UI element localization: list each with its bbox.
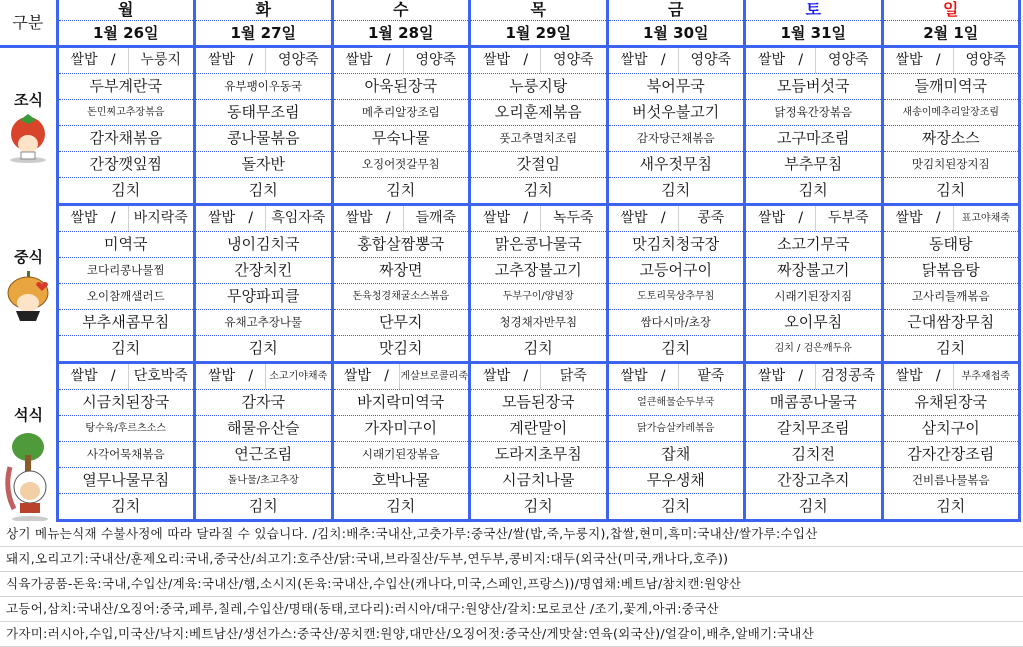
rice-porridge-cell xyxy=(745,205,883,232)
rice-label: 쌀밥 / xyxy=(196,364,266,389)
date: 1월 26일 xyxy=(57,21,195,47)
menu-item: 동태무조림 xyxy=(195,100,333,126)
menu-item: 도라지초무침 xyxy=(470,442,608,468)
tomato-mascot-icon xyxy=(4,114,52,172)
rice-label: 쌀밥 / xyxy=(471,206,541,231)
menu-item: 계란말이 xyxy=(470,416,608,442)
rice-porridge-cell xyxy=(882,205,1020,232)
rice-label: 쌀밥 / xyxy=(59,48,129,73)
menu-item: 김치 / 검은깨두유 xyxy=(745,336,883,363)
menu-item: 짜장면 xyxy=(332,258,470,284)
menu-item: 김치전 xyxy=(745,442,883,468)
menu-item: 간장고추지 xyxy=(745,468,883,494)
menu-item: 잡채 xyxy=(607,442,745,468)
menu-item: 청경채자반무침 xyxy=(470,310,608,336)
menu-item: 호박나물 xyxy=(332,468,470,494)
menu-item: 감자채볶음 xyxy=(57,126,195,152)
menu-item: 버섯우불고기 xyxy=(607,100,745,126)
menu-item: 건비름나물볶음 xyxy=(882,468,1020,494)
rice-label: 쌀밥 / xyxy=(609,48,679,73)
menu-row xyxy=(0,74,1020,100)
menu-item: 맛김치 xyxy=(332,336,470,363)
menu-item: 소고기무국 xyxy=(745,232,883,258)
rice-porridge-cell xyxy=(332,363,470,390)
menu-item: 모듬된장국 xyxy=(470,390,608,416)
menu-item: 감자간장조림 xyxy=(882,442,1020,468)
porridge-label: 부추재첩죽 xyxy=(961,371,1010,382)
menu-item: 코다리콩나물찜 xyxy=(57,258,195,284)
meal-name: 석식 xyxy=(14,405,43,424)
porridge-label: 영양죽 xyxy=(965,52,1007,68)
menu-item: 탕수육/후르츠소스 xyxy=(57,416,195,442)
rice-porridge-cell xyxy=(57,47,195,74)
radish-mascot-icon xyxy=(4,429,52,521)
menu-item: 사각어묵채볶음 xyxy=(57,442,195,468)
menu-item: 단무지 xyxy=(332,310,470,336)
porridge-label: 녹두죽 xyxy=(552,210,594,226)
menu-item: 맑은콩나물국 xyxy=(470,232,608,258)
menu-item: 갈치무조림 xyxy=(745,416,883,442)
porridge-label: 검정콩죽 xyxy=(821,368,876,384)
rice-label: 쌀밥 / xyxy=(59,206,129,231)
menu-item: 간장깻잎찜 xyxy=(57,152,195,178)
menu-item: 홍합살짬뽕국 xyxy=(332,232,470,258)
menu-item: 고구마조림 xyxy=(745,126,883,152)
rice-porridge-cell xyxy=(57,205,195,232)
porridge-label: 영양죽 xyxy=(552,52,594,68)
menu-item: 김치 xyxy=(607,336,745,363)
menu-item: 맛김치된장지짐 xyxy=(882,152,1020,178)
menu-item: 도토리묵상추무침 xyxy=(607,284,745,310)
menu-item: 고사리들깨볶음 xyxy=(882,284,1020,310)
rice-porridge-cell xyxy=(470,205,608,232)
menu-item: 맛김치청국장 xyxy=(607,232,745,258)
menu-item: 오이무침 xyxy=(745,310,883,336)
menu-item: 동태탕 xyxy=(882,232,1020,258)
porridge-label: 닭죽 xyxy=(559,368,587,384)
menu-item: 김치 xyxy=(882,336,1020,363)
rice-label: 쌀밥 / xyxy=(746,364,816,389)
menu-item: 두부계란국 xyxy=(57,74,195,100)
menu-item: 해물유산슬 xyxy=(195,416,333,442)
day-of-week: 목 xyxy=(470,0,608,21)
rice-label: 쌀밥 / xyxy=(334,206,404,231)
menu-row xyxy=(0,284,1020,310)
rice-label: 쌀밥 / xyxy=(609,364,679,389)
menu-item: 유채고추장나물 xyxy=(195,310,333,336)
meal-label-cell xyxy=(0,205,57,363)
menu-item: 두부구이/양념장 xyxy=(470,284,608,310)
menu-item: 김치 xyxy=(745,494,883,521)
menu-item: 아욱된장국 xyxy=(332,74,470,100)
rice-label: 쌀밥 / xyxy=(746,206,816,231)
rice-porridge-cell xyxy=(745,363,883,390)
day-of-week: 월 xyxy=(57,0,195,21)
menu-item: 무우생채 xyxy=(607,468,745,494)
menu-item: 바지락미역국 xyxy=(332,390,470,416)
rice-label: 쌀밥 / xyxy=(884,206,954,231)
rice-porridge-cell xyxy=(745,47,883,74)
menu-item: 부추무침 xyxy=(745,152,883,178)
rice-row xyxy=(0,363,1020,390)
menu-item: 김치 xyxy=(470,178,608,205)
menu-item: 가자미구이 xyxy=(332,416,470,442)
menu-item: 김치 xyxy=(332,178,470,205)
meal-label-cell xyxy=(0,47,57,205)
menu-item: 삼치구이 xyxy=(882,416,1020,442)
menu-item: 북어무국 xyxy=(607,74,745,100)
day-of-week: 금 xyxy=(607,0,745,21)
menu-item: 김치 xyxy=(195,178,333,205)
menu-item: 무숙나물 xyxy=(332,126,470,152)
day-of-week: 수 xyxy=(332,0,470,21)
menu-item: 시금치나물 xyxy=(470,468,608,494)
porridge-label: 영양죽 xyxy=(827,52,869,68)
date: 1월 27일 xyxy=(195,21,333,47)
rice-porridge-cell xyxy=(470,363,608,390)
porridge-label: 소고기야채죽 xyxy=(269,371,328,382)
menu-item: 누룽지탕 xyxy=(470,74,608,100)
menu-row xyxy=(0,100,1020,126)
menu-item: 시래기된장지짐 xyxy=(745,284,883,310)
porridge-label: 콩죽 xyxy=(697,210,725,226)
date: 1월 30일 xyxy=(607,21,745,47)
rice-label: 쌀밥 / xyxy=(59,364,129,389)
menu-item: 김치 xyxy=(607,494,745,521)
menu-row xyxy=(0,336,1020,363)
menu-item: 김치 xyxy=(745,178,883,205)
menu-item: 근대쌈장무침 xyxy=(882,310,1020,336)
menu-item: 김치 xyxy=(470,336,608,363)
menu-item: 들깨미역국 xyxy=(882,74,1020,100)
porridge-label: 표고야채죽 xyxy=(961,213,1010,224)
menu-item: 짜장불고기 xyxy=(745,258,883,284)
rice-porridge-cell xyxy=(607,47,745,74)
pumpkin-mascot-icon xyxy=(4,271,52,335)
menu-item: 돌자반 xyxy=(195,152,333,178)
porridge-label: 영양죽 xyxy=(690,52,732,68)
notice-line: 고등어,삼치:국내산/오징어:중국,페루,칠레,수입산/명태(동태,코다리):러시아/대구:원양산/갈치:모로코산 /조기,꽃게,아귀:중국산 xyxy=(0,597,1023,622)
menu-row xyxy=(0,390,1020,416)
rice-label: 쌀밥 / xyxy=(471,364,541,389)
rice-label: 쌀밥 / xyxy=(334,48,404,73)
menu-row xyxy=(0,468,1020,494)
menu-item: 김치 xyxy=(607,178,745,205)
rice-porridge-cell xyxy=(607,363,745,390)
date: 1월 31일 xyxy=(745,21,883,47)
origin-notice xyxy=(0,522,1023,647)
menu-item: 돈민찌고추장볶음 xyxy=(57,100,195,126)
rice-porridge-cell xyxy=(607,205,745,232)
menu-item: 풋고추멸치조림 xyxy=(470,126,608,152)
menu-row xyxy=(0,258,1020,284)
menu-item: 갓절임 xyxy=(470,152,608,178)
day-of-week: 화 xyxy=(195,0,333,21)
menu-row xyxy=(0,152,1020,178)
menu-item: 감자당근채볶음 xyxy=(607,126,745,152)
menu-item: 김치 xyxy=(332,494,470,521)
menu-item: 메추리알장조림 xyxy=(332,100,470,126)
notice-line: 식육가공품-돈육:국내,수입산/계육:국내산/햄,소시지(돈육:국내산,수입산(캐나다,미국,스페인,프랑스))/명엽채:베트남/참치캔:원양산 xyxy=(0,572,1023,597)
day-of-week: 토 xyxy=(745,0,883,21)
menu-item: 부추새콤무침 xyxy=(57,310,195,336)
porridge-label: 게살브로콜리죽 xyxy=(400,371,468,382)
menu-item: 유부팽이우동국 xyxy=(195,74,333,100)
rice-label: 쌀밥 / xyxy=(884,48,954,73)
menu-item: 고추장불고기 xyxy=(470,258,608,284)
menu-item: 김치 xyxy=(57,494,195,521)
rice-row xyxy=(0,47,1020,74)
porridge-label: 영양죽 xyxy=(277,52,319,68)
rice-porridge-cell xyxy=(332,205,470,232)
menu-item: 열무나물무침 xyxy=(57,468,195,494)
porridge-label: 두부죽 xyxy=(827,210,869,226)
rice-porridge-cell xyxy=(57,363,195,390)
porridge-label: 단호박죽 xyxy=(133,368,188,384)
menu-item: 김치 xyxy=(57,336,195,363)
menu-item: 연근조림 xyxy=(195,442,333,468)
date: 1월 28일 xyxy=(332,21,470,47)
menu-item: 감자국 xyxy=(195,390,333,416)
meal-name: 조식 xyxy=(14,91,43,109)
meal-label-cell xyxy=(0,363,57,521)
menu-item: 시금치된장국 xyxy=(57,390,195,416)
date: 2월 1일 xyxy=(882,21,1020,47)
menu-item: 오징어젓갈무침 xyxy=(332,152,470,178)
menu-item: 미역국 xyxy=(57,232,195,258)
menu-item: 김치 xyxy=(882,178,1020,205)
rice-label: 쌀밥 / xyxy=(884,364,954,389)
meal-name: 중식 xyxy=(14,247,43,266)
menu-item: 시래기된장볶음 xyxy=(332,442,470,468)
rice-porridge-cell xyxy=(195,363,333,390)
notice-line: 가자미:러시아,수입,미국산/낙지:베트남산/생선가스:중국산/꽁치캔:원양,대만산/오징어젓:중국산/게맛살:연육(외국산)/얼갈이,배추,알배기:국내산 xyxy=(0,622,1023,647)
rice-porridge-cell xyxy=(882,47,1020,74)
menu-item: 냉이김치국 xyxy=(195,232,333,258)
rice-label: 쌀밥 / xyxy=(196,206,266,231)
menu-row xyxy=(0,126,1020,152)
menu-row xyxy=(0,232,1020,258)
menu-item: 콩나물볶음 xyxy=(195,126,333,152)
menu-item: 김치 xyxy=(195,494,333,521)
menu-row xyxy=(0,416,1020,442)
porridge-label: 들깨죽 xyxy=(415,210,457,226)
menu-row xyxy=(0,178,1020,205)
menu-item: 새우젓무침 xyxy=(607,152,745,178)
rice-porridge-cell xyxy=(882,363,1020,390)
day-of-week: 일 xyxy=(882,0,1020,21)
rice-row xyxy=(0,205,1020,232)
menu-item: 간장치킨 xyxy=(195,258,333,284)
porridge-label: 누룽지 xyxy=(140,52,182,68)
menu-item: 쌈다시마/초장 xyxy=(607,310,745,336)
menu-item: 유채된장국 xyxy=(882,390,1020,416)
menu-item: 김치 xyxy=(882,494,1020,521)
rice-label: 쌀밥 / xyxy=(746,48,816,73)
porridge-label: 영양죽 xyxy=(415,52,457,68)
rice-label: 쌀밥 / xyxy=(609,206,679,231)
menu-item: 무양파피클 xyxy=(195,284,333,310)
menu-item: 얼큰해물순두부국 xyxy=(607,390,745,416)
menu-item: 돈육청경채굴소스볶음 xyxy=(332,284,470,310)
menu-item: 김치 xyxy=(57,178,195,205)
porridge-label: 바지락죽 xyxy=(133,210,188,226)
menu-item: 닭볶음탕 xyxy=(882,258,1020,284)
menu-item: 닭정육간장볶음 xyxy=(745,100,883,126)
notice-line: 돼지,오리고기:국내산/훈제오리:국내,중국산/쇠고기:호주산/닭:국내,브라질산/두부,연두부,콩비지:대두(외국산(미국,캐나다,호주)) xyxy=(0,547,1023,572)
rice-porridge-cell xyxy=(195,205,333,232)
menu-item: 김치 xyxy=(470,494,608,521)
porridge-label: 팥죽 xyxy=(697,368,725,384)
rice-label: 쌀밥 / xyxy=(334,364,401,389)
menu-item: 김치 xyxy=(195,336,333,363)
menu-item: 모듬버섯국 xyxy=(745,74,883,100)
rice-label: 쌀밥 / xyxy=(471,48,541,73)
menu-item: 새송이메추리알장조림 xyxy=(882,100,1020,126)
menu-item: 오리훈제볶음 xyxy=(470,100,608,126)
menu-row xyxy=(0,442,1020,468)
rice-label: 쌀밥 / xyxy=(196,48,266,73)
porridge-label: 흑임자죽 xyxy=(271,210,326,226)
rice-porridge-cell xyxy=(195,47,333,74)
menu-row xyxy=(0,310,1020,336)
menu-item: 돌나물/초고추장 xyxy=(195,468,333,494)
menu-item: 매콤콩나물국 xyxy=(745,390,883,416)
gubun-header: 구분 xyxy=(0,0,57,47)
rice-porridge-cell xyxy=(332,47,470,74)
menu-item: 고등어구이 xyxy=(607,258,745,284)
notice-line: 상기 메뉴는식재 수불사정에 따라 달라질 수 있습니다. /김치:배추:국내산,고춧가루:중국산/쌀(밥,죽,누룽지),찹쌀,현미,흑미:국내산/쌀가루:수입산 xyxy=(0,522,1023,547)
menu-item: 짜장소스 xyxy=(882,126,1020,152)
menu-item: 닭가슴살카레볶음 xyxy=(607,416,745,442)
date: 1월 29일 xyxy=(470,21,608,47)
menu-item: 오이참깨샐러드 xyxy=(57,284,195,310)
rice-porridge-cell xyxy=(470,47,608,74)
menu-row xyxy=(0,494,1020,521)
